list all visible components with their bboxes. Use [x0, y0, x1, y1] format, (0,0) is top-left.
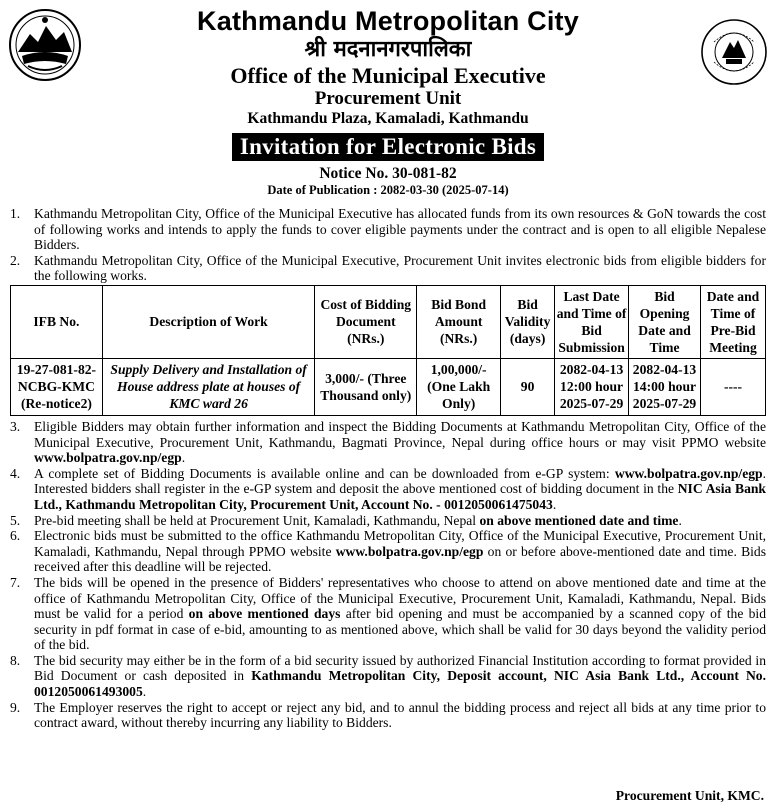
- column-header: IFB No.: [11, 285, 103, 358]
- list-item: [10, 653, 766, 700]
- table-cell-prebid: ----: [700, 358, 765, 415]
- table-cell-description: Supply Delivery and Installation of House address plate at houses of KMC ward 26: [102, 358, 315, 415]
- item-text: Kathmandu Metropolitan City, Office of the Municipal Executive has allocated funds from its own resources & GoN towards the cost of following works and intends to apply the funds to cover eligible payments under the contract and is open to all eligible Nepalese Bidders.: [34, 206, 766, 253]
- office-name: Office of the Municipal Executive: [230, 63, 546, 88]
- table-cell-ifb: 19-27-081-82-NCBG-KMC (Re-notice2): [11, 358, 103, 415]
- bank-account: NIC Asia Bank Ltd., Kathmandu Metropolitan City, Procurement Unit, Account No. - 0012050061475043: [34, 481, 766, 512]
- list-item: [10, 528, 766, 575]
- office-address: Kathmandu Plaza, Kamaladi, Kathmandu: [247, 110, 529, 127]
- item-number: 2.: [10, 252, 21, 268]
- item-number: 3.: [10, 418, 21, 434]
- column-header: Bid Opening Date and Time: [629, 285, 701, 358]
- header: [0, 6, 776, 198]
- table-header-row: [11, 285, 766, 358]
- item-number: 4.: [10, 465, 21, 481]
- list-item: [10, 419, 766, 466]
- column-header: Description of Work: [102, 285, 315, 358]
- notice-title: Invitation for Electronic Bids: [232, 133, 544, 161]
- table-cell-validity: 90: [501, 358, 555, 415]
- item-number: 7.: [10, 574, 21, 590]
- city-name: Kathmandu Metropolitan City: [197, 6, 579, 36]
- website-link: www.bolpatra.gov.np/egp: [34, 450, 182, 466]
- item-text: Kathmandu Metropolitan City, Office of the Municipal Executive, Procurement Unit invites electronic bids from eligible bidders for the following works.: [34, 252, 766, 284]
- item-text: The Employer reserves the right to accept or reject any bid, and to annul the bidding process and reject all bids at any time prior to contract award, without thereby incurring any liability to Bidders.: [34, 699, 766, 731]
- list-item: [10, 575, 766, 653]
- list-item: [10, 513, 766, 529]
- signature-line: Procurement Unit, KMC.: [615, 788, 764, 803]
- item-number: 9.: [10, 699, 21, 715]
- item-number: 6.: [10, 528, 21, 544]
- list-item: [10, 253, 766, 284]
- unit-name: Procurement Unit: [314, 88, 462, 109]
- list-item: [10, 466, 766, 513]
- list-item: [10, 700, 766, 731]
- column-header: Date and Time of Pre-Bid Meeting: [700, 285, 765, 358]
- column-header: Bid Bond Amount (NRs.): [417, 285, 501, 358]
- list-item: [10, 206, 766, 253]
- website-link: www.bolpatra.gov.np/egp: [335, 543, 484, 559]
- table-row: [11, 358, 766, 415]
- item-number: 8.: [10, 652, 21, 668]
- item-text: The bids will be opened in the presence of Bidders' representatives who choose to attend on above mentioned date and time at the office of Kathmandu Metropolitan City, Office of the Municipal Executive, Procurement Unit, Kamaladi, Kathmandu, Nepal. Bids must be valid for a period on above mentioned days after bid opening and must be accompanied by a scanned copy of the bid security in pdf format in case of e-bid, amounting to as mentioned above, which shall be valid for 30 days beyond the validity period of the bid.: [34, 574, 766, 653]
- item-text: The bid security may either be in the form of a bid security issued by authorized Financial Institution according to format provided in Bid Document or cash deposited in Kathmandu Metropolitan City, Deposit account, NIC Asia Bank Ltd., Account No. 0012050061493005.: [34, 652, 766, 700]
- column-header: Last Date and Time of Bid Submission: [555, 285, 629, 358]
- table-cell-cost: 3,000/- (Three Thousand only): [315, 358, 417, 415]
- column-header: Bid Validity (days): [501, 285, 555, 358]
- notice-number: Notice No. 30-081-82: [319, 165, 457, 182]
- item-text: Eligible Bidders may obtain further information and inspect the Bidding Documents at Kathmandu Metropolitan City, Office of the Municipal Executive, Procurement Unit, Kathmandu, Bagmati Province, Nepal during office hours or may visit PPMO website www.bolpatra.gov.np/egp.: [34, 418, 766, 466]
- website-link: www.bolpatra.gov.np/egp: [614, 465, 763, 481]
- item-text: Pre-bid meeting shall be held at Procurement Unit, Kamaladi, Kathmandu, Nepal on above mentioned date and time.: [34, 512, 682, 528]
- item-text: A complete set of Bidding Documents is available online and can be downloaded from e-GP system: www.bolpatra.gov.np/egp. Interested bidders shall register in the e-GP system and deposit the above mentioned cost of bidding document in the NIC Asia Bank Ltd., Kathmandu Metropolitan City, Procurement Unit, Account No. - 0012050061475043.: [34, 465, 766, 512]
- bid-table: [10, 285, 766, 416]
- item-number: 5.: [10, 512, 21, 528]
- city-name-nepali: श्री मदनानगरपालिका: [304, 37, 472, 62]
- table-cell-submission: 2082-04-13 12:00 hour 2025-07-29: [555, 358, 629, 415]
- deposit-account: Kathmandu Metropolitan City, Deposit account, NIC Asia Bank Ltd., Account No. 0012050061493005: [34, 668, 766, 700]
- item-text: Electronic bids must be submitted to the office Kathmandu Metropolitan City, Office of the Municipal Executive, Procurement Unit, Kamaladi, Kathmandu, Nepal through PPMO website www.bolpatra.gov.np/egp on or before above-mentioned date and time. Bids received after this deadline will be rejected.: [34, 528, 766, 575]
- table-cell-opening: 2082-04-13 14:00 hour 2025-07-29: [629, 358, 701, 415]
- table-cell-bond: 1,00,000/- (One Lakh Only): [417, 358, 501, 415]
- publication-date: Date of Publication : 2082-03-30 (2025-07-14): [267, 183, 509, 197]
- column-header: Cost of Bidding Document (NRs.): [315, 285, 417, 358]
- item-number: 1.: [10, 206, 21, 221]
- notice-body: [10, 206, 766, 731]
